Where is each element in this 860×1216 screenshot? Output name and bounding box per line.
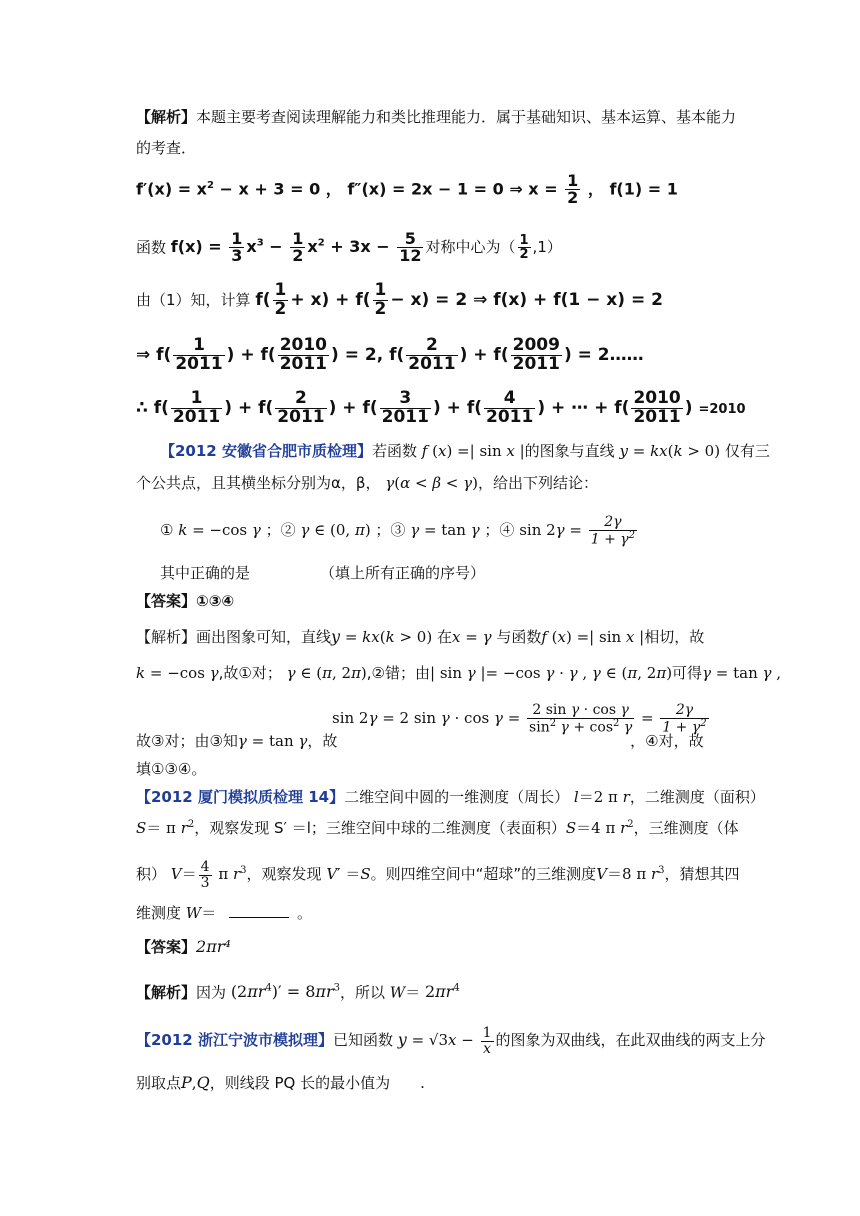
answer-blank [229,903,289,918]
pair-sum-line: ⇒ f( $\frac{1}{2011}$ ) + f( $\frac{2010}{2011}$ ) = 2, f( $\frac{2}{2011}$ ) + f( $\frac{2009}{2011}$ ) = 2…… [136,334,644,374]
q1-solution-line-2: k = −cos γ,故①对； γ ∈ (π, 2π),②错；由| sin γ |= −cos γ · γ , γ ∈ (π, 2π)可得γ = tan γ , [136,664,782,682]
q2-line-1: 【2012 厦门模拟质检理 14】二维空间中圆的一维测度（周长） l＝2 π r，二维测度（面积） [136,788,765,806]
function-formula: f(x) = $\frac{1}{3}$ $x^3$ − $\frac{1}{2}$ $x^2 + 3x$ − $\frac{5}{12}$ [170,228,422,266]
q2-line-4: 维测度 W＝ 。 [136,904,313,922]
q1-options: ① k = −cos γ ；② γ ∈ (0, π) ；③ γ = tan γ ；④ sin 2γ = $\frac{2\gamma}{1 + \gamma^2}$ [160,513,636,548]
q1-solution-line-1: 【解析】画出图象可知，直线y = kx(k > 0) 在x = γ 与函数f (x) =| sin x |相切，故 [136,627,705,646]
analysis-tag: 【解析】 [136,108,197,126]
q2-answer: 【答案】2πr⁴ [136,937,231,956]
total-sum-line: ∴ f( $\frac{1}{2011}$ ) + f( $\frac{2}{2011}$ ) + f( $\frac{3}{2011}$ ) + f( $\frac{4}{2011}$ ) + ⋯ + f( $\frac{2010}{2011}$ ) =2010 [136,387,746,427]
analysis-line-2: 的考查． [136,139,197,157]
q3-line-1: 【2012 浙江宁波市模拟理】已知函数 y = √3x − $\frac{1}{x}$ 的图象为双曲线，在此双曲线的两支上分 [136,1024,766,1057]
symmetry-center-line: 函数 f(x) = $\frac{1}{3}$ $x^3$ − $\frac{1}{2}$ $x^2 + 3x$ − $\frac{5}{12}$ 对称中心为（ $\frac{1}{2}$ ,1） [136,228,562,266]
q1-line-2: 个公共点，且其横坐标分别为α，β， γ(α < β < γ)，给出下列结论： [136,474,598,492]
derivative-formula: $f'(x) = x^2 - x + 3 = 0$ ， f″(x) = 2x − 1 = 0 ⇒ x = $\frac{1}{2}$ ， f(1) = 1 [136,170,678,208]
q2-solution: 【解析】因为 $(2\pi r^4)' = 8\pi r^3$，所以 $W= 2\pi r^4$ [136,982,460,1002]
q1-solution-line-3: 故③对；由③知γ = tan γ，故 ，④对，故 [136,732,704,750]
analysis-line-1 [136,106,736,128]
q1-question: 其中正确的是 （填上所有正确的序号） [160,564,486,582]
q3-source-tag: 【2012 浙江宁波市模拟理】 [136,1031,333,1049]
q1-solution-formula: sin 2γ = 2 sin γ · cos γ = $\frac{\text{2 sin γ · cos γ}}{\sin^2 \gamma + \cos^2 \gamma}$ = $\frac{2\gamma}{1 + \gamma^2}$ [332,701,707,736]
q3-line-2: 别取点P,Q，则线段 PQ 长的最小值为 . [136,1073,425,1092]
q2-source-tag: 【2012 厦门模拟质检理 14】 [136,788,345,806]
q1-answer: 【答案】①③④ [136,592,235,610]
compute-line: 由（1）知，计算 f( $\frac{1}{2}$ + x) + f( $\frac{1}{2}$ − x) = 2 ⇒ f(x) + f(1 − x) = 2 [136,279,663,319]
q2-line-3: 积） V＝ $\frac{4}{3}$ π $r^3$，观察发现 V′ ＝S。则四维空间中“超球”的三维测度V＝8 π $r^3$，猜想其四 [136,858,740,891]
q1-source-tag: 【2012 安徽省合肥市质检理】 [160,442,372,460]
q1-line-1: 【2012 安徽省合肥市质检理】若函数 f (x) =| sin x |的图象与直线 y = kx(k > 0) 仅有三 [160,442,770,460]
q2-line-2: S＝ π $r^2$，观察发现 S′ ＝l；三维空间中球的二维测度（表面积）S＝4 π $r^2$，三维测度（体 [136,819,739,837]
q1-solution-line-4: 填①③④。 [136,760,207,778]
analysis-text: 本题主要考查阅读理解能力和类比推理能力．属于基础知识、基本运算、基本能力 [196,108,737,126]
